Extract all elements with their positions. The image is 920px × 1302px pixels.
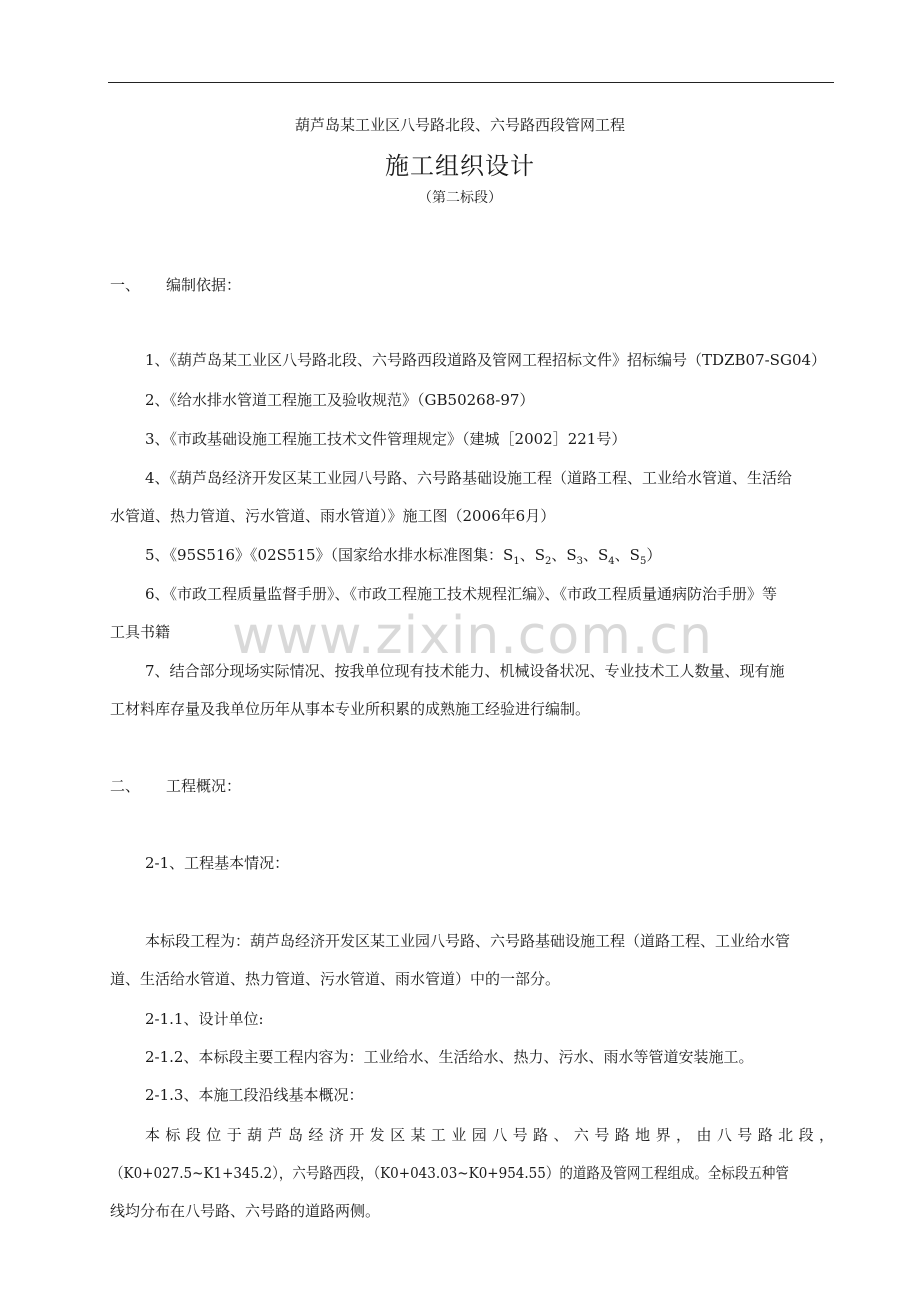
- basis-item-4-line-1: 4、《葫芦岛经济开发区某工业园八号路、六号路基础设施工程（道路工程、工业给水管道、生活给: [145, 469, 793, 487]
- document-title: 施工组织设计: [385, 152, 535, 180]
- section-tag: （第二标段）: [418, 190, 502, 206]
- section-2-number: 二、: [110, 777, 141, 795]
- item-2-1-2: 2-1.2、本标段主要工程内容为：工业给水、生活给水、热力、污水、雨水等管道安装施工。: [145, 1048, 754, 1066]
- overview-para-2-line-3: 线均分布在八号路、六号路的道路两侧。: [110, 1202, 381, 1220]
- section-1-title: 编制依据：: [166, 276, 242, 294]
- subsection-2-1: 2-1、工程基本情况：: [145, 854, 290, 872]
- item-2-1-3: 2-1.3、本施工段沿线基本概况：: [145, 1086, 364, 1104]
- overview-para-1-line-1: 本标段工程为：葫芦岛经济开发区某工业园八号路、六号路基础设施工程（道路工程、工业给水管: [145, 932, 791, 950]
- overview-para-2-line-2: （K0+027.5~K1+345.2），六号路西段，（K0+043.03~K0+954.55）的道路及管网工程组成。全标段五种管: [110, 1164, 789, 1182]
- basis-item-2: 2、《给水排水管道工程施工及验收规范》（GB50268-97）: [145, 391, 535, 409]
- section-2-title: 工程概况：: [166, 777, 242, 795]
- section-1-number: 一、: [110, 276, 141, 294]
- project-title: 葫芦岛某工业区八号路北段、六号路西段管网工程: [294, 116, 625, 134]
- overview-para-2-line-1: 本标段位于葫芦岛经济开发区某工业园八号路、六号路地界，由八号路北段，: [145, 1126, 834, 1144]
- overview-para-1-line-2: 道、生活给水管道、热力管道、污水管道、雨水管道）中的一部分。: [110, 970, 561, 988]
- item-2-1-1: 2-1.1、设计单位:: [145, 1010, 264, 1028]
- header-rule: [108, 82, 834, 83]
- basis-item-7-line-1: 7、结合部分现场实际情况、按我单位现有技术能力、机械设备状况、专业技术工人数量、现有施: [145, 662, 785, 680]
- basis-item-6-line-1: 6、《市政工程质量监督手册》、《市政工程施工技术规程汇编》、《市政工程质量通病防治手册》等: [145, 585, 778, 603]
- basis-item-5-text: 5、《95S516》《02S515》（国家给水排水标准图集：S: [145, 546, 514, 564]
- basis-item-1: 1、《葫芦岛某工业区八号路北段、六号路西段道路及管网工程招标文件》招标编号（TDZB07-SG04）: [145, 351, 827, 369]
- basis-item-7-line-2: 工材料库存量及我单位历年从事本专业所积累的成熟施工经验进行编制。: [110, 700, 591, 718]
- basis-item-5: 5、《95S516》《02S515》（国家给水排水标准图集：$S_1$、$S_2$、$S_3$、$S_4$、$S_5$）: [145, 546, 662, 567]
- watermark: www.zixin.com.cn: [232, 606, 713, 666]
- basis-item-6-line-2: 工具书籍: [110, 623, 171, 641]
- basis-item-3: 3、《市政基础设施工程施工技术文件管理规定》（建城［2002］221号）: [145, 430, 627, 448]
- basis-item-4-line-2: 水管道、热力管道、污水管道、雨水管道）》施工图（2006年6月）: [110, 507, 556, 525]
